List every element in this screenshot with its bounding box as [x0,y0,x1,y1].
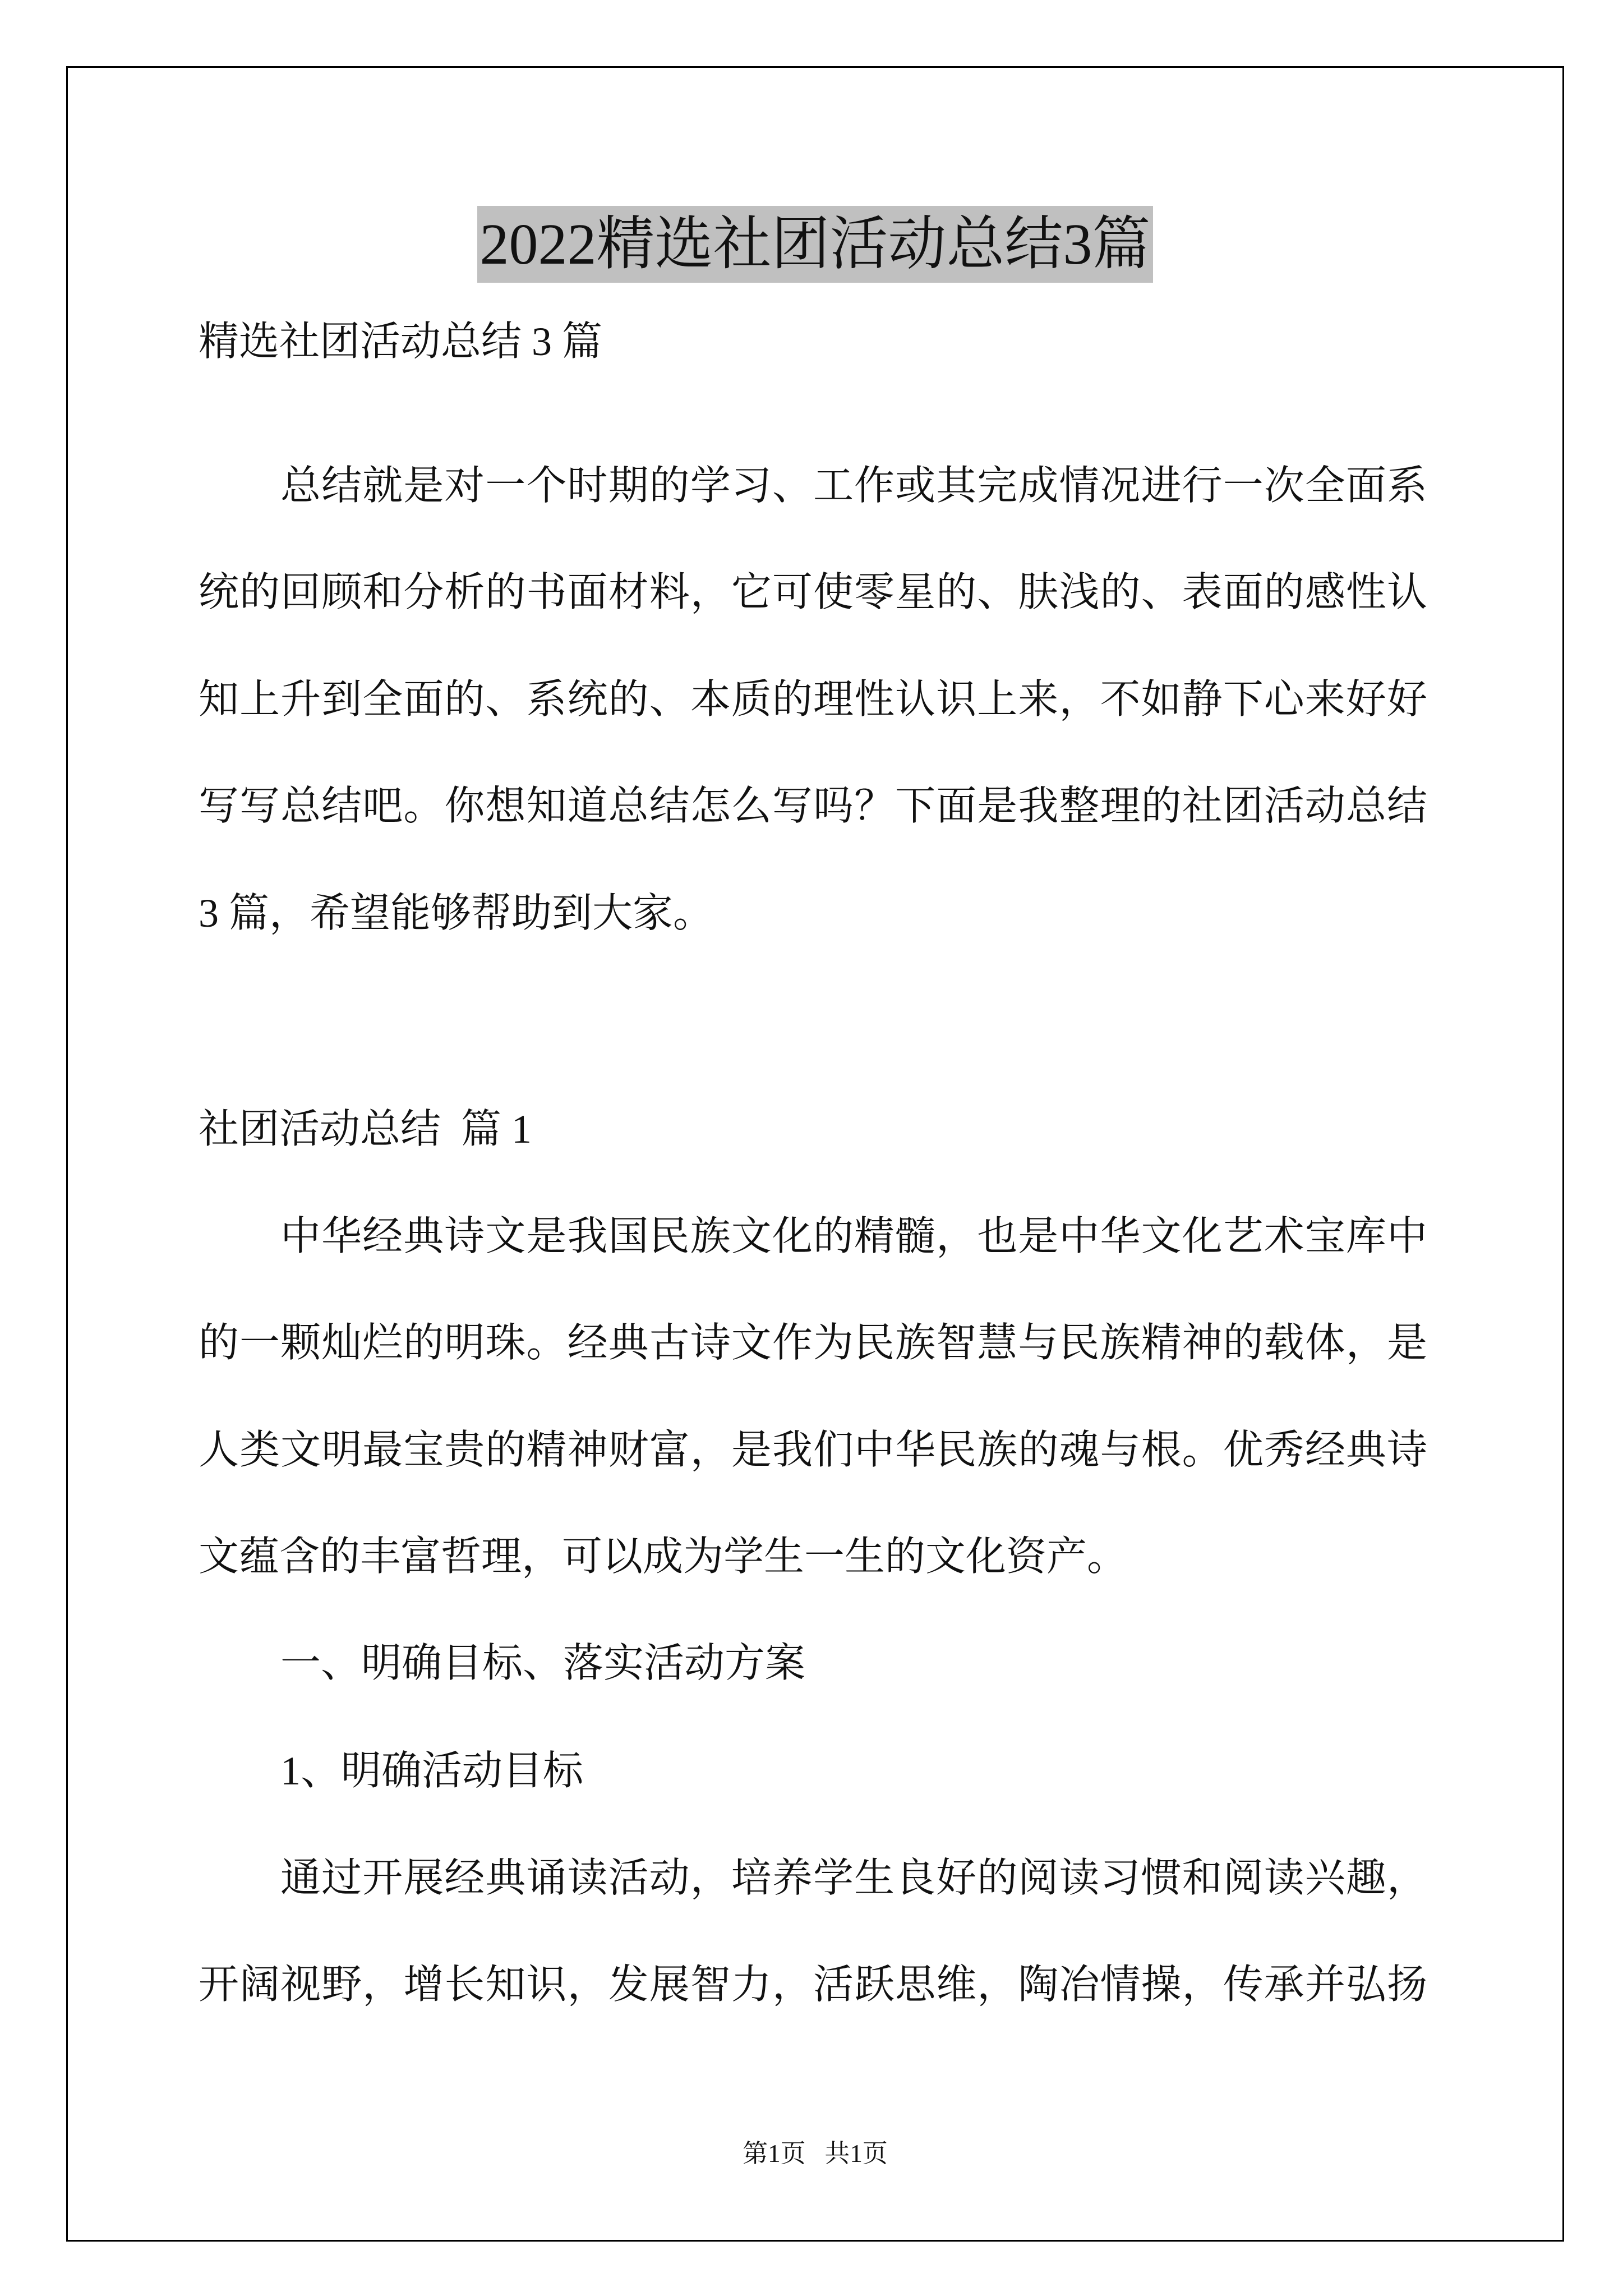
page-number-footer: 第1页 共1页 [743,2139,888,2168]
section-paragraph-line: 文蕴含的丰富哲理，可以成为学生一生的文化资产。 [199,1534,1128,1579]
section-paragraph-line: 人类文明最宝贵的精神财富，是我们中华民族的魂与根。优秀经典诗 [199,1428,1427,1473]
subheading-activity-goal: 1、明确活动目标 [280,1749,584,1793]
intro-line: 知上升到全面的、系统的、本质的理性认识上来，不如静下心来好好 [199,677,1427,722]
goal-paragraph-line: 开阔视野，增长知识，发展智力，活跃思维，陶冶情操，传承并弘扬 [199,1962,1427,2007]
title-container [66,206,1564,283]
document-subtitle: 精选社团活动总结 3 篇 [199,319,603,364]
goal-paragraph-line: 通过开展经典诵读活动，培养学生良好的阅读习惯和阅读兴趣， [280,1856,1427,1901]
section-heading: 社团活动总结 篇 1 [199,1107,532,1152]
intro-line: 总结就是对一个时期的学习、工作或其完成情况进行一次全面系 [280,463,1427,508]
intro-line: 统的回顾和分析的书面材料，它可使零星的、肤浅的、表面的感性认 [199,570,1427,615]
section-paragraph-line: 的一颗灿烂的明珠。经典古诗文作为民族智慧与民族精神的载体，是 [199,1320,1427,1365]
intro-line: 写写总结吧。你想知道总结怎么写吗？下面是我整理的社团活动总结 [199,784,1427,829]
section-paragraph-line: 中华经典诗文是我国民族文化的精髓，也是中华文化艺术宝库中 [280,1214,1427,1259]
subheading-goals-plan: 一、明确目标、落实活动方案 [280,1641,806,1686]
intro-line: 3 篇，希望能够帮助到大家。 [199,891,714,936]
document-title: 2022精选社团活动总结3篇 [477,206,1152,283]
